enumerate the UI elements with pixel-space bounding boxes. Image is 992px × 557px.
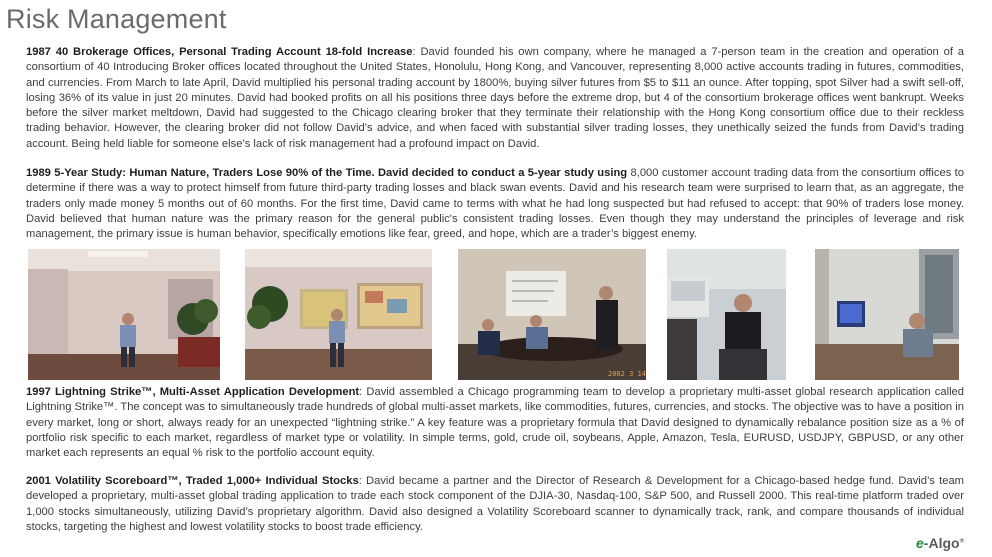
section-1987-heading: 1987 40 Brokerage Offices, Personal Trading Account 18-fold Increase: [26, 46, 413, 58]
photo-team-meeting: [458, 249, 646, 380]
e-algo-logo: [916, 535, 964, 551]
section-2001-text: : David became a partner and the Director of Research & Development for a Chicago-based hedge fund. David’s team developed a proprietary, multi-asset global trading application to trade each stock component of the DJIA-30, Nasdaq-100, S&P 500, and Russell 2000. This real-time platform traded over 1,000 stocks simultaneously, utilizing David’s proprietary algorithm. David also designed a Volatility Scoreboard scanner to dynamically track, rank, and compare thousands of individual stocks, targeting the highest and lowest volatility stocks to boost trade efficiency.: [26, 475, 964, 533]
section-1997: [26, 385, 964, 461]
section-1987: [26, 45, 964, 152]
logo-name: Algo: [928, 535, 960, 551]
section-2001-heading: 2001 Volatility Scoreboard™, Traded 1,000+ Individual Stocks: [26, 475, 359, 487]
section-1997-heading: 1997 Lightning Strike™, Multi-Asset Application Development: [26, 386, 360, 398]
logo-prefix: e-: [916, 535, 929, 551]
photo-datestamp: 2002 3 14: [608, 370, 646, 378]
photo-computer-desk: [815, 249, 959, 380]
page-title: Risk Management: [6, 4, 227, 34]
section-1989-text: 8,000 customer account trading data from the consortium offices to determine if there was a way to protect himself from future third-party trading losses and black swan events. David and his research team were surprised to learn that, as an aggregate, the traders only made money 5 months out of 60 months. For the first time, David came to terms with what he had long suspected but had refused to accept: that 90% of traders lose money. David believed that human nature was the primary reason for the general public's consistent trading losses. Even though they may understand the principles of leverage and risk management, the primary issue is human behavior, specifically emotions like fear, greed, and hope, which are a trader’s biggest enemy.: [26, 167, 964, 241]
section-1989-heading: 1989 5-Year Study: Human Nature, Traders Lose 90% of the Time. David decided to conduct a 5-year study using: [26, 167, 628, 179]
section-1997-text: : David assembled a Chicago programming team to develop a proprietary multi-asset global research application called Lightning Strike™. The concept was to simultaneously trade hundreds of global multi-asset markets, like commodities, futures, currencies, and stocks. The objective was to have a position in every market, long or short, always ready for an unexpected “lightning strike.” A key feature was a proprietary formula that David designed to dynamically rebalance position size as a % of portfolio risk specific to each market, regardless of market type or volatility. In simple terms, gold, crude oil, soybeans, Apple, Amazon, Tesla, EURUSD, USDJPY, GBPUSD, or any other market each represents an equal % risk to the portfolio account equity.: [26, 386, 964, 460]
photo-maps-wall: [245, 249, 432, 380]
section-1989: [26, 166, 964, 242]
section-2001: [26, 474, 964, 535]
section-1987-text: : David founded his own company, where he managed a 7-person team in the creation and operation of a consortium of 40 Introducing Broker offices located throughout the United States, Honolulu, Hong Kong, and Vancouver, representing 8,000 active accounts trading in futures, commodities, and currencies. From March to late April, David multiplied his personal trading account by 1800%, buying silver futures from $5 to $11 an ounce. After topping, spot Silver had a swift sell-off, losing 36% of its value in just 20 minutes. David had booked profits on all his positions three days before the extreme drop, but 4 of the consortium brokerage offices went bankrupt. Weeks before the silver market meltdown, David had suggested to the Chicago clearing broker that they terminate their relationship with the Hong Kong consortium office due to their reckless trading behavior. However, the clearing broker did not follow David’s advice, and when faced with substantial silver trading losses, they unethically seized the funds from David’s trading account. Being held liable for someone else’s lack of risk management had a profound impact on David.: [26, 46, 964, 150]
logo-registered-mark: ®: [959, 538, 964, 545]
photo-seated-man: [667, 249, 786, 380]
photo-office-plant: [28, 249, 220, 380]
